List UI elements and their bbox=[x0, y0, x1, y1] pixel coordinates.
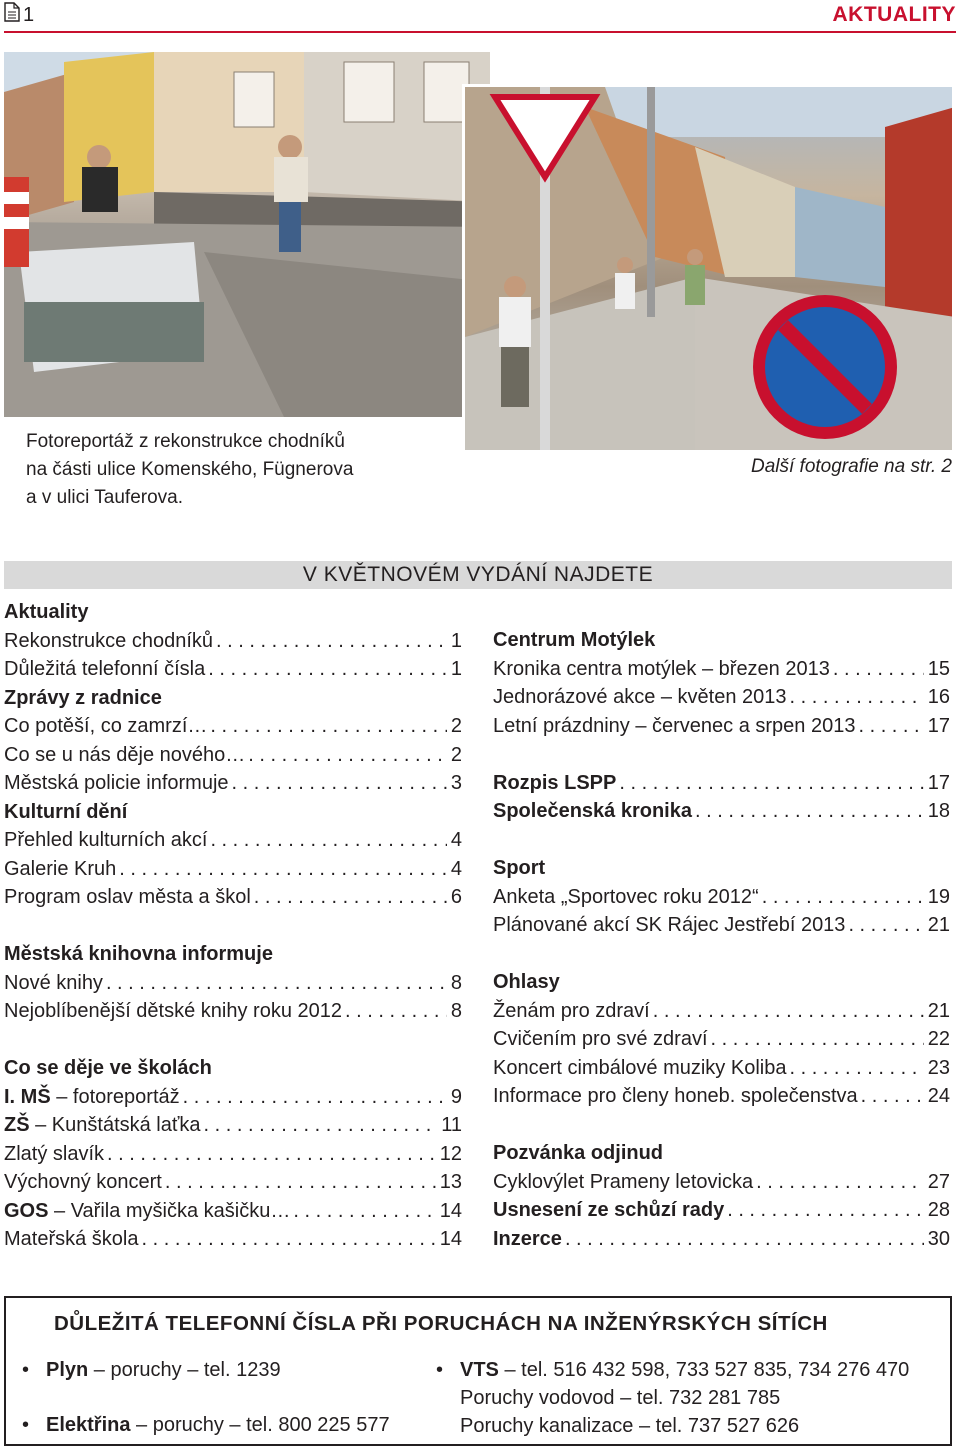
toc-entry-bold: Společenská kronika bbox=[493, 800, 692, 822]
toc-leader-dots bbox=[565, 1225, 924, 1254]
phone-item-text: – tel. 516 432 598, 733 527 835, 734 276 470 bbox=[498, 1359, 910, 1381]
toc-entry-text: Co potěší, co zamrzí… bbox=[4, 715, 208, 737]
toc-entry bbox=[493, 883, 950, 912]
toc-entry-text: – Kunštátská laťka bbox=[29, 1114, 201, 1136]
toc-entry-text: Jednorázové akce – květen 2013 bbox=[493, 686, 787, 708]
toc-section-heading: Aktuality bbox=[4, 601, 89, 623]
toc-entry-title bbox=[4, 1111, 204, 1140]
phone-item-text: – poruchy – tel. 1239 bbox=[88, 1359, 281, 1381]
toc-leader-dots bbox=[107, 1140, 436, 1169]
toc-entry-text: Nové knihy bbox=[4, 971, 103, 994]
toc-entry-text: Kronika centra motýlek – březen 2013 bbox=[493, 657, 830, 680]
toc-entry bbox=[493, 1225, 950, 1254]
photo-sidewalk-reconstruction-1 bbox=[4, 52, 490, 417]
toc-page-number: 17 bbox=[927, 714, 950, 737]
toc-leader-dots bbox=[216, 627, 447, 656]
toc-entry bbox=[4, 1168, 462, 1197]
toc-leader-dots bbox=[210, 826, 446, 855]
toc-entry-text: – fotoreportáž bbox=[50, 1085, 180, 1108]
toc-leader-dots bbox=[756, 1168, 924, 1197]
toc-entry-bold: Rozpis LSPP bbox=[493, 771, 617, 794]
toc-leader-dots bbox=[789, 1054, 923, 1083]
toc-entry bbox=[493, 683, 950, 712]
toc-section-heading: Zprávy z radnice bbox=[4, 686, 162, 709]
toc-entry-title bbox=[493, 1025, 711, 1054]
toc-entry-bold: Usnesení ze schůzí rady bbox=[493, 1199, 725, 1221]
toc-entry-text: Cyklovýlet Prameny letovicka bbox=[493, 1170, 754, 1193]
toc-entry-text: Co se u nás děje nového… bbox=[4, 743, 246, 766]
photo-caption-line: a v ulici Tauferova. bbox=[26, 487, 184, 508]
toc-entry-bold: GOS bbox=[4, 1199, 49, 1222]
page-number: 1 bbox=[23, 3, 35, 26]
toc-entry-text: Výchovný koncert bbox=[4, 1171, 162, 1193]
toc-leader-dots bbox=[727, 1196, 924, 1225]
toc-entry bbox=[4, 997, 462, 1026]
toc-entry bbox=[493, 1168, 950, 1197]
toc-section-heading: Ohlasy bbox=[493, 971, 560, 993]
toc-section-heading: Sport bbox=[493, 857, 546, 879]
toc-entry bbox=[4, 712, 462, 741]
toc-page-number: 6 bbox=[450, 886, 462, 908]
toc-leader-dots bbox=[695, 797, 924, 826]
toc-entry bbox=[493, 769, 950, 798]
toc-leader-dots bbox=[210, 712, 446, 741]
toc-entry-text: Anketa „Sportovec roku 2012“ bbox=[493, 885, 759, 908]
toc-page-number: 16 bbox=[927, 686, 950, 708]
toc-entry-title bbox=[4, 969, 106, 998]
toc-entry-title bbox=[493, 911, 848, 940]
header-rule bbox=[4, 31, 956, 33]
toc-entry-title bbox=[493, 769, 619, 798]
photo-sidewalk-reconstruction-2 bbox=[462, 84, 952, 450]
toc-leader-dots bbox=[208, 655, 447, 684]
toc-spacer bbox=[493, 826, 950, 855]
toc-page-number: 14 bbox=[439, 1228, 462, 1250]
toc-page-number: 1 bbox=[450, 629, 462, 652]
phone-item-name: VTS bbox=[460, 1359, 499, 1381]
toc-entry-title bbox=[4, 769, 232, 798]
toc-leader-dots bbox=[619, 769, 923, 798]
toc-entry-title bbox=[4, 1083, 183, 1112]
toc-page-number: 30 bbox=[927, 1227, 950, 1250]
toc-entry-bold: Inzerce bbox=[493, 1227, 562, 1250]
toc-entry-title bbox=[4, 627, 216, 656]
section-title: AKTUALITY bbox=[832, 3, 956, 26]
toc-entry-text: Letní prázdniny – červenec a srpen 2013 bbox=[493, 714, 856, 737]
toc-entry bbox=[4, 855, 462, 884]
toc-page-number: 8 bbox=[450, 1000, 462, 1022]
toc-leader-dots bbox=[204, 1111, 438, 1140]
toc-entry bbox=[493, 1196, 950, 1225]
toc-entry bbox=[493, 1054, 950, 1083]
toc-entry bbox=[4, 1083, 462, 1112]
toc-entry-bold: ZŠ bbox=[4, 1114, 30, 1136]
toc-leader-dots bbox=[833, 655, 924, 684]
toc-section-heading: Centrum Motýlek bbox=[493, 629, 656, 651]
toc-entry-title bbox=[493, 997, 653, 1026]
toc-entry-text: Plánované akcí SK Rájec Jestřebí 2013 bbox=[493, 914, 846, 936]
toc-entry bbox=[4, 741, 462, 770]
page-header bbox=[4, 0, 956, 30]
toc-page-number: 24 bbox=[927, 1085, 950, 1107]
phone-item-name: Elektřina bbox=[46, 1414, 131, 1436]
toc-entry bbox=[493, 712, 950, 741]
toc-entry-text: Rekonstrukce chodníků bbox=[4, 629, 214, 652]
toc-leader-dots bbox=[653, 997, 924, 1026]
toc-entry-title bbox=[493, 1168, 756, 1197]
toc-spacer bbox=[4, 1026, 462, 1055]
toc-spacer bbox=[493, 940, 950, 969]
toc-entry-title bbox=[493, 712, 858, 741]
toc-page-number: 9 bbox=[450, 1085, 462, 1108]
toc-spacer bbox=[493, 740, 950, 769]
toc-page-number: 3 bbox=[450, 772, 462, 794]
toc-leader-dots bbox=[790, 683, 924, 712]
toc-entry-title bbox=[4, 741, 248, 770]
toc-entry-text: Cvičením pro své zdraví bbox=[493, 1028, 708, 1050]
toc-entry bbox=[4, 1197, 462, 1226]
toc-entry-title bbox=[493, 797, 695, 826]
toc-entry bbox=[4, 1140, 462, 1169]
toc-page-number: 2 bbox=[450, 715, 462, 737]
toc-leader-dots bbox=[345, 997, 447, 1026]
toc-page-number: 15 bbox=[927, 657, 950, 680]
phone-item-name: Plyn bbox=[46, 1359, 89, 1381]
toc-leader-dots bbox=[254, 883, 447, 912]
toc-page-number: 2 bbox=[450, 743, 462, 766]
toc-left-column bbox=[4, 598, 462, 1254]
photo-caption bbox=[26, 428, 446, 512]
toc-entry-title bbox=[493, 883, 762, 912]
toc-leader-dots bbox=[711, 1025, 924, 1054]
toc-entry-title bbox=[493, 683, 790, 712]
toc-leader-dots bbox=[248, 741, 447, 770]
toc-entry-title bbox=[493, 1225, 565, 1254]
toc-entry bbox=[493, 655, 950, 684]
toc-entry bbox=[4, 969, 462, 998]
toc-entry-title bbox=[4, 855, 119, 884]
phone-item-vts bbox=[436, 1356, 910, 1440]
toc-page-number: 17 bbox=[927, 771, 950, 794]
toc-entry-title bbox=[4, 1197, 293, 1226]
toc-entry-text: Přehled kulturních akcí bbox=[4, 829, 208, 851]
emergency-phones-title: DŮLEŽITÁ TELEFONNÍ ČÍSLA PŘI PORUCHÁCH NA INŽENÝRSKÝCH SÍTÍCH bbox=[54, 1312, 828, 1335]
toc-leader-dots bbox=[119, 855, 447, 884]
toc-entry-text: Koncert cimbálové muziky Koliba bbox=[493, 1056, 787, 1079]
toc-entry-title bbox=[493, 1054, 789, 1083]
toc-spacer bbox=[4, 912, 462, 941]
toc-page-number: 4 bbox=[450, 857, 462, 880]
toc-entry bbox=[4, 1225, 462, 1254]
toc-entry-title bbox=[4, 997, 345, 1026]
toc-section-heading: Kulturní dění bbox=[4, 800, 128, 823]
toc-entry bbox=[4, 826, 462, 855]
toc-entry bbox=[4, 1111, 462, 1140]
toc-entry bbox=[493, 1082, 950, 1111]
toc-page-number: 19 bbox=[927, 885, 950, 908]
toc-entry-title bbox=[493, 655, 833, 684]
toc-page-number: 1 bbox=[450, 658, 462, 680]
toc-entry bbox=[493, 797, 950, 826]
toc-entry-text: Nejoblíbenější dětské knihy roku 2012 bbox=[4, 1000, 342, 1022]
photo-caption-line: Fotoreportáž z rekonstrukce chodníků bbox=[26, 431, 345, 452]
toc-page-number: 28 bbox=[927, 1199, 950, 1221]
toc-entry-title bbox=[4, 655, 208, 684]
bullet-icon: • bbox=[22, 1414, 30, 1436]
toc-entry bbox=[493, 911, 950, 940]
toc-leader-dots bbox=[142, 1225, 436, 1254]
toc-page-number: 22 bbox=[927, 1028, 950, 1050]
toc-entry-text: Program oslav města a škol bbox=[4, 886, 251, 908]
toc-entry-text: – Vařila myšička kašičku… bbox=[48, 1199, 291, 1222]
toc-entry-title bbox=[493, 1196, 727, 1225]
toc-leader-dots bbox=[232, 769, 447, 798]
toc-entry bbox=[4, 769, 462, 798]
toc-entry-title bbox=[4, 1168, 165, 1197]
toc-entry bbox=[493, 997, 950, 1026]
more-photos-note: Další fotografie na str. 2 bbox=[750, 456, 952, 477]
toc-entry-text: Informace pro členy honeb. společenstva bbox=[493, 1085, 858, 1107]
bullet-icon: • bbox=[22, 1359, 30, 1381]
photo-caption-line: na části ulice Komenského, Fügnerova bbox=[26, 459, 354, 480]
bullet-icon: • bbox=[436, 1359, 444, 1381]
phone-item-line: Poruchy vodovod – tel. 732 281 785 bbox=[460, 1387, 781, 1409]
toc-entry-text: Ženám pro zdraví bbox=[493, 999, 650, 1022]
page-number-group bbox=[4, 2, 34, 28]
toc-entry-text: Mateřská škola bbox=[4, 1228, 139, 1250]
toc-leader-dots bbox=[848, 911, 923, 940]
toc-page-number: 4 bbox=[450, 829, 462, 851]
toc-entry-title bbox=[4, 826, 210, 855]
toc-entry-text: Důležitá telefonní čísla bbox=[4, 658, 206, 680]
toc-page-number: 8 bbox=[450, 971, 462, 994]
toc-entry-text: Zlatý slavík bbox=[4, 1142, 105, 1165]
toc-page-number: 23 bbox=[927, 1056, 950, 1079]
phone-item-elektrina bbox=[22, 1411, 390, 1439]
toc-leader-dots bbox=[165, 1168, 436, 1197]
phone-item-line: Poruchy kanalizace – tel. 737 527 626 bbox=[460, 1415, 800, 1437]
toc-page-number: 14 bbox=[439, 1199, 462, 1222]
toc-entry-title bbox=[4, 1140, 107, 1169]
toc-entry-text: Městská policie informuje bbox=[4, 772, 229, 794]
toc-entry-title bbox=[4, 883, 254, 912]
toc-entry bbox=[4, 883, 462, 912]
toc-entry bbox=[4, 655, 462, 684]
toc-page-number: 18 bbox=[927, 800, 950, 822]
toc-entry-text: Galerie Kruh bbox=[4, 857, 117, 880]
toc-title: V KVĚTNOVÉM VYDÁNÍ NAJDETE bbox=[4, 561, 952, 589]
toc-entry bbox=[4, 627, 462, 656]
toc-page-number: 27 bbox=[927, 1170, 950, 1193]
toc-entry-bold: I. MŠ bbox=[4, 1085, 51, 1108]
toc-section-heading: Městská knihovna informuje bbox=[4, 943, 273, 965]
phone-item-plyn bbox=[22, 1356, 281, 1384]
toc-entry bbox=[493, 1025, 950, 1054]
toc-leader-dots bbox=[861, 1082, 924, 1111]
toc-spacer bbox=[493, 1111, 950, 1140]
toc-page-number: 13 bbox=[439, 1171, 462, 1193]
toc-entry-title bbox=[493, 1082, 861, 1111]
phone-item-text: – poruchy – tel. 800 225 577 bbox=[130, 1414, 390, 1436]
toc-section-heading: Pozvánka odjinud bbox=[493, 1142, 664, 1164]
toc-page-number: 11 bbox=[441, 1114, 462, 1136]
page-icon bbox=[4, 2, 20, 28]
toc-leader-dots bbox=[762, 883, 924, 912]
toc-leader-dots bbox=[858, 712, 923, 741]
toc-page-number: 21 bbox=[927, 999, 950, 1022]
toc-section-heading: Co se děje ve školách bbox=[4, 1057, 212, 1079]
toc-entry-title bbox=[4, 712, 210, 741]
toc-leader-dots bbox=[293, 1197, 435, 1226]
toc-page-number: 21 bbox=[927, 914, 950, 936]
emergency-phones-box bbox=[4, 1296, 952, 1446]
toc-page-number: 12 bbox=[439, 1142, 462, 1165]
toc-entry-title bbox=[4, 1225, 142, 1254]
toc-right-column bbox=[493, 626, 950, 1253]
toc-leader-dots bbox=[183, 1083, 447, 1112]
toc-leader-dots bbox=[106, 969, 447, 998]
